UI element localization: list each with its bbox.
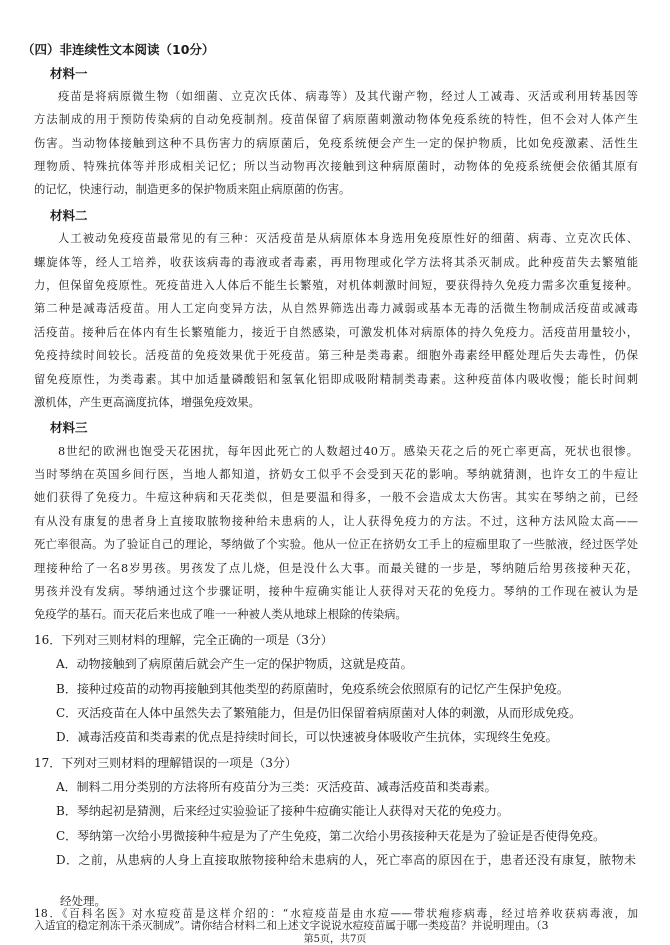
question-18-line: 入适宜的稳定剂冻干杀灭制成”。请你结合材料二和上述文字说说水痘疫苗属于哪一类疫苗？并说明理由。（3 (34, 919, 549, 932)
material-2-line: 激机体，产生更高滴度抗体，增强免疫效果。 (34, 396, 260, 409)
material-3-title: 材料三 (50, 420, 88, 435)
material-1-title: 材料一 (50, 66, 88, 81)
material-2-line: 人工被动免疫疫苗最常见的有三种：灭活疫苗是从病原体本身选用免疫原性好的细菌、病毒、立克次氏体、 (58, 232, 638, 245)
question-16-stem: 16．下列对三则材料的理解，完全正确的一项是（3分） (34, 633, 333, 647)
question-17-option-d-continuation: 经处理。 (60, 894, 106, 908)
section-heading: （四）非连续性文本阅读（10分） (22, 42, 215, 57)
material-2-line: 第二种是减毒活疫苗。用人工定向变异方法，从自然界筛选出毒力减弱或基本无毒的活微生物制成活疫苗或减毒 (34, 302, 638, 315)
material-3-line: 她们获得了免疫力。牛痘这种病和天花类似，但是要温和得多，一般不会造成太大伤害。其实在琴纳之前，已经 (34, 491, 638, 504)
page-footer: 第5页，共7页 (303, 934, 367, 945)
question-17-option-b: B．琴纳起初是猜测，后来经过实验验证了接种牛痘确实能让人获得对天花的免疫力。 (56, 804, 509, 818)
material-3-line: 死亡率很高。为了验证自己的理论，琴纳做了个实验。他从一位正在挤奶女工手上的痘痂里取了一些脓液，经过医学处 (34, 538, 638, 551)
material-3-line: 免疫学的基石。而天花后来也成了唯一一种被人类从地球上根除的传染病。 (34, 608, 407, 621)
question-17-option-d: D．之前，从患病的人身上直接取脓物接种给未患病的人，死亡率高的原因在于，患者还没有康复，脓物未 (56, 853, 636, 867)
question-17-option-c: C．琴纳第一次给小男微接种牛痘是为了产生免疫，第二次给小男孩接种天花是为了验证是否使得免疫。 (56, 829, 606, 843)
material-1-line: 伤害。当动物体接触到这种不具伤害力的病原菌后，免疫系统便会产生一定的保护物质，比如免疫激素、活性生 (34, 137, 638, 150)
material-1-line: 疫苗是将病原微生物（如细菌、立克次氏体、病毒等）及其代谢产物，经过人工减毒、灭活或利用转基因等 (58, 90, 638, 103)
question-17-option-a: A．制料二用分类别的方法将所有疫苗分为三类：灭活疫苗、减毒活疫苗和类毒素。 (56, 780, 497, 794)
material-2-line: 力，但保留免疫原性。死疫苗进入人体后不能生长繁殖，对机体刺激时间短，要获得持久免疫力需多次重复接种。 (34, 279, 638, 292)
material-3-line: 男孩并没有发病。琴纳通过这个步骤证明，接种牛痘确实能让人获得对天花的免疫力。琴纳的工作现在被认为是 (34, 585, 638, 598)
material-1-line: 方法制成的用于预防传染病的自动免疫制剂。疫苗保留了病原菌刺激动物体免疫系统的特性，但不会对人体产生 (34, 113, 638, 126)
material-2-title: 材料二 (50, 208, 88, 223)
material-3-line: 有从没有康复的患者身上直接取脓物接种给未患病的人，让人获得免疫力的方法。不过，这种方法风险太高—— (34, 515, 638, 528)
question-16-option-d: D．减毒活疫苗和类毒素的优点是持续时间长，可以快速被身体吸收产生抗体，实现终生免疫。 (56, 730, 558, 744)
material-2-line: 螺旋体等，经人工培养，收获该病毒的毒液或者毒素，再用物理或化学方法将其杀灭制成。此种疫苗失去繁殖能 (34, 256, 638, 269)
material-3-line: 8世纪的欧洲也饱受天花困扰，每年因此死亡的人数超过40万。感染天花之后的死亡率更高，死状也很惨。 (58, 445, 638, 458)
material-1-line: 理物质、特殊抗体等并形成相关记忆；所以当动物再次接触到这种病原菌时，动物体的免疫系统便会依循其原有 (34, 160, 638, 173)
material-3-line: 理接种给了一名8岁男孩。男孩发了点儿烧，但是没什么大事。而最关键的一步是，琴纳随后给男孩接种天花， (34, 562, 638, 575)
material-3-line: 当时琴纳在英国乡间行医，当地人都知道，挤奶女工似乎不会受到天花的影响。琴纳就猜测，也许女工的牛痘让 (34, 468, 638, 481)
question-17-stem: 17．下列对三则材料的理解错误的一项是（3分） (34, 756, 297, 770)
material-2-line: 留免疫原性，为类毒素。其中加适量磷酸铝和氢氧化铝即成吸附精制类毒素。这种疫苗体内吸收慢；能长时间刺 (34, 373, 638, 386)
material-2-line: 活疫苗。接种后在体内有生长繁殖能力，接近于自然感染，可激发机体对病原体的持久免疫力。活疫苗用量较小， (34, 326, 638, 339)
question-18-line: 18．《百科名医》对水痘疫苗是这样介绍的：“水痘疫苗是由水痘——带状疱疹病毒，经过培养收获病毒液，加 (34, 907, 638, 920)
material-1-line: 的记忆，快速行动，制造更多的保护物质来阻止病原菌的伤害。 (34, 183, 351, 196)
question-16-option-b: B．接种过疫苗的动物再接触到其他类型的药原菌时，免疫系统会依照原有的记忆产生保护免疫。 (56, 682, 569, 696)
material-2-line: 免疫持续时间较长。活疫苗的免疫效果优于死疫苗。第三种是类毒素。细胞外毒素经甲醛处理后失去毒性，仍保 (34, 349, 638, 362)
question-16-option-c: C．灭活疫苗在人体中虽然失去了繁殖能力，但是仍旧保留着病原菌对人体的刺激，从而形成免疫。 (56, 706, 582, 720)
question-16-option-a: A．动物接触到了病原菌后就会产生一定的保护物质，这就是疫苗。 (56, 657, 413, 671)
